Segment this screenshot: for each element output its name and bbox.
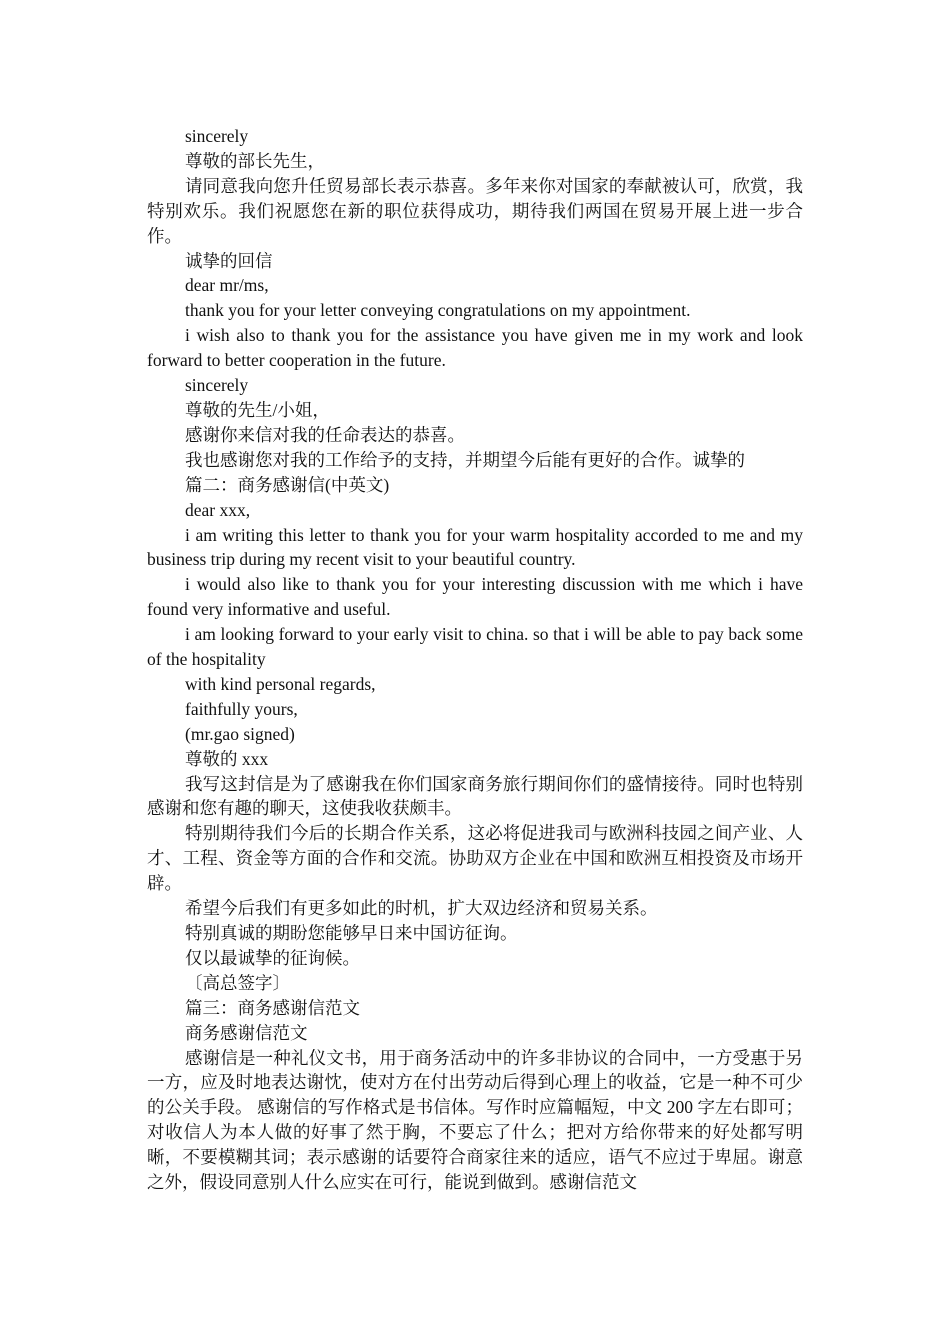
paragraph: 我也感谢您对我的工作给予的支持，并期望今后能有更好的合作。诚挚的 [185,449,745,470]
paragraph: 感谢信是一种礼仪文书，用于商务活动中的许多非协议的合同中，一方受惠于另一方，应及时地表达谢忱，使对方在付出劳动后得到心理上的收益，它是一种不可少的公关手段。 感谢信的写作格式是书信体。写作时应篇幅短，中文 200 字左右即可；对收信人为本人做的好事了然于胸，不要忘了什么；把对方给你带来的好处都写明晰，不要模糊其词；表示感谢的话要符合商家往来的适应，语气不应过于卑屈。谢意之外，假设同意别人什么应实在可行，能说到做到。感谢信范文 [147,1047,803,1193]
paragraph: thank you for your letter conveying congratulations on my appointment. [185,300,691,321]
paragraph: i wish also to thank you for the assistance you have given me in my work and look forward to better cooperation in the future. [147,325,803,371]
paragraph: i am writing this letter to thank you for your warm hospitality accorded to me and my business trip during my recent visit to your beautiful country. [147,524,803,570]
paragraph: 仅以最诚挚的征询候。 [185,947,360,968]
paragraph: 〔高总签字〕 [185,972,290,993]
paragraph: i am looking forward to your early visit to china. so that i will be able to pay back some of the hospitality [147,624,803,670]
paragraph: 商务感谢信范文 [185,1022,308,1043]
section-heading: 篇三：商务感谢信范文 [185,997,360,1018]
paragraph: sincerely [185,375,249,396]
paragraph: faithfully yours, [185,698,298,719]
paragraph: (mr.gao signed) [185,723,295,744]
paragraph: 尊敬的先生/小姐， [185,399,330,420]
paragraph: sincerely [185,126,249,146]
paragraph: 尊敬的 xxx [185,748,269,769]
paragraph: i would also like to thank you for your interesting discussion with me which i have found very informative and useful. [147,574,803,620]
paragraph: 特别期待我们今后的长期合作关系，这必将促进我司与欧洲科技园之间产业、人才、工程、资金等方面的合作和交流。协助双方企业在中国和欧洲互相投资及市场开辟。 [147,823,803,894]
section-heading: 篇二：商务感谢信(中英文) [185,474,390,495]
paragraph: 感谢你来信对我的任命表达的恭喜。 [185,424,465,445]
paragraph: 我写这封信是为了感谢我在你们国家商务旅行期间你们的盛情接待。同时也特别感谢和您有趣的聊天，这使我收获颇丰。 [147,773,803,819]
paragraph: 请同意我向您升任贸易部长表示恭喜。多年来你对国家的奉献被认可，欣赏，我特别欢乐。我们祝愿您在新的职位获得成功，期待我们两国在贸易开展上进一步合作。 [147,175,803,246]
paragraph: with kind personal regards, [185,673,376,694]
paragraph: dear mr/ms, [185,275,269,296]
paragraph: dear xxx, [185,499,251,520]
document-page [147,124,803,1195]
paragraph: 尊敬的部长先生， [185,150,325,171]
paragraph: 诚挚的回信 [185,250,273,271]
paragraph: 希望今后我们有更多如此的时机，扩大双边经济和贸易关系。 [185,898,658,919]
paragraph: 特别真诚的期盼您能够早日来中国访征询。 [185,923,518,943]
